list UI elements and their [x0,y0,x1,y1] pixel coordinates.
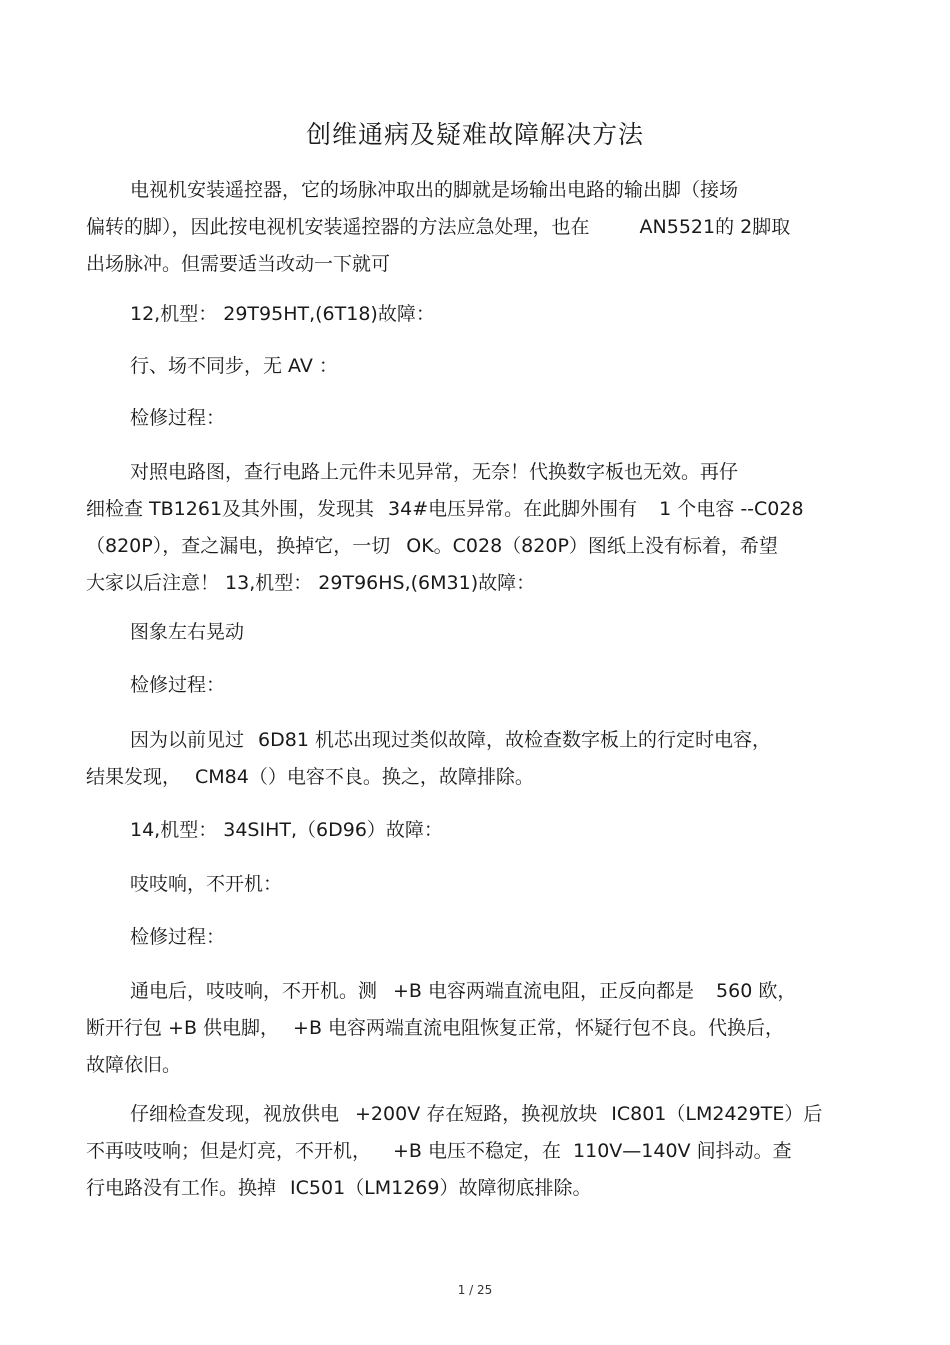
text-segment: 断开行包 +B 供电脚， [86,1017,280,1039]
text-segment: 560 欧， [716,980,797,1002]
text-line: 检修过程： [130,407,226,429]
case13-symptom [86,614,876,651]
text-line [86,1133,876,1170]
text-line: 行、场不同步，无 AV ： [130,355,338,377]
text-segment: +B 电容两端直流电阻恢复正常，怀疑行包不良。代换后， [293,1017,785,1039]
text-line: 12,机型： 29T95HT,(6T18)故障： [130,303,435,325]
text-line: 故障依旧。 [86,1054,182,1076]
text-line [86,1010,876,1047]
case13-process-label [86,667,876,704]
text-segment: CM84（）电容不良。换之，故障排除。 [195,766,534,788]
case12-model [86,296,876,333]
text-segment: IC801（LM2429TE）后 [611,1103,823,1125]
text-segment: 1 个电容 --C028 [659,498,804,520]
text-segment: 细检查 TB1261及其外围，发现其 [86,498,375,520]
case12-symptom [86,348,876,385]
text-line: 对照电路图，查行电路上元件未见异常，无奈！代换数字板也无效。再仔 [130,461,739,483]
text-line [86,973,876,1010]
text-segment: 通电后，吱吱响，不开机。测 [130,980,378,1002]
text-segment: 因为以前见过 [130,729,245,751]
text-segment: 34#电压异常。在此脚外围有 [388,498,638,520]
text-segment: OK。C028（820P）图纸上没有标着，希望 [406,535,778,557]
text-line: 吱吱响，不开机： [130,873,283,895]
text-line [86,1096,876,1133]
text-segment: 仔细检查发现，视放供电 [130,1103,340,1125]
intro-paragraph [86,172,876,283]
text-segment: （820P），查之漏电，换掉它，一切 [86,535,391,557]
text-line [86,491,876,528]
text-segment: +B 电压不稳定，在 [393,1140,562,1162]
text-segment: 行电路没有工作。换掉 [86,1177,277,1199]
text-segment: 偏转的脚），因此按电视机安装遥控器的方法应急处理，也在 [86,216,590,238]
case12-process-label [86,400,876,437]
case14-process-text-a [86,973,876,1084]
text-line: 电视机安装遥控器，它的场脉冲取出的脚就是场输出电路的输出脚（接场 [130,179,739,201]
page-title: 创维通病及疑难故障解决方法 [305,120,644,149]
text-segment: IC501（LM1269）故障彻底排除。 [290,1177,592,1199]
text-line: 大家以后注意！ 13,机型： 29T96HS,(6M31)故障： [86,572,536,594]
text-line: 图象左右晃动 [130,621,245,643]
text-segment: 110V—140V 间抖动。查 [573,1140,792,1162]
text-line: 检修过程： [130,674,226,696]
text-segment: AN5521的 2脚取 [639,216,791,238]
text-segment: +B 电容两端直流电阻，正反向都是 [393,980,695,1002]
text-line [86,722,876,759]
text-line [86,1170,876,1207]
text-line [86,759,876,796]
text-segment: 结果发现， [86,766,182,788]
text-line [86,209,876,246]
case12-process-text [86,454,876,602]
text-line: 出场脉冲。但需要适当改动一下就可 [86,253,391,275]
case14-model [86,812,876,849]
text-segment: 不再吱吱响；但是灯亮，不开机， [86,1140,372,1162]
text-line: 检修过程： [130,926,226,948]
text-line: 14,机型： 34SIHT,（6D96）故障： [130,819,443,841]
text-line [86,528,876,565]
text-segment: 6D81 机芯出现过类似故障，故检查数字板上的行定时电容， [258,729,771,751]
text-segment: +200V 存在短路，换视放块 [355,1103,598,1125]
case13-process-text [86,722,876,796]
case14-process-label [86,919,876,956]
page-number: 1 / 25 [457,1283,493,1297]
case14-process-text-b [86,1096,876,1207]
case14-symptom [86,866,876,903]
